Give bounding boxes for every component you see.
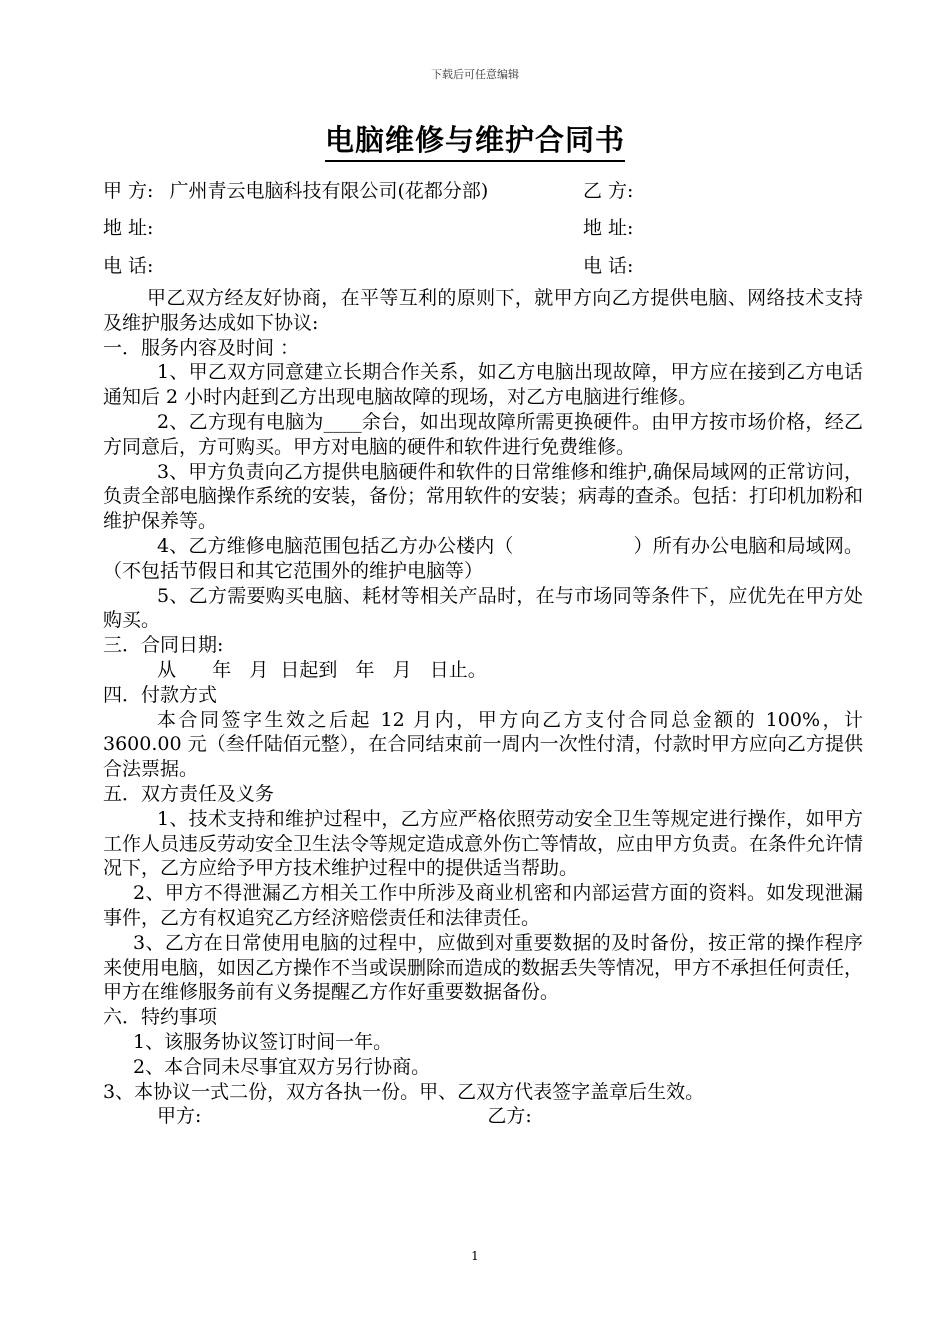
section-1-item-1: 1、甲乙双方同意建立长期合作关系，如乙方电脑出现故障，甲方应在接到乙方电话通知后 2 小时内赶到乙方出现电脑故障的现场，对乙方电脑进行维修。 <box>103 361 863 409</box>
section-1-item-5: 5、乙方需要购买电脑、耗材等相关产品时，在与市场同等条件下，应优先在甲方处购买。 <box>103 584 863 632</box>
section-3-heading: 三．合同日期: <box>103 634 224 657</box>
section-5-item-3: 3、乙方在日常使用电脑的过程中，应做到对重要数据的及时备份，按正常的操作程序来使用电脑，如因乙方操作不当或误删除而造成的数据丢失等情况，甲方不承担任何责任，甲方在维修服务前有义务提醒乙方作好重要数据备份。 <box>103 931 864 1004</box>
party-b-phone-label: 电 话: <box>583 255 634 277</box>
title-text: 电脑维修与维护合同书 <box>325 123 625 162</box>
signature-party-a: 甲方: <box>157 1105 202 1128</box>
party-b-address-label: 地 址: <box>583 217 634 239</box>
section-5-item-1: 1、技术支持和维护过程中，乙方应严格依照劳动安全卫生等规定进行操作，如甲方工作人员违反劳动安全卫生法令等规定造成意外伤亡等情故，应由甲方负责。在条件允许情况下，乙方应给予甲方技术维护过程中的提供适当帮助。 <box>103 807 864 880</box>
section-4-heading: 四．付款方式 <box>103 683 218 706</box>
page-number: 1 <box>471 1249 479 1263</box>
document-title <box>0 118 950 159</box>
section-6-heading: 六．特约事项 <box>103 1006 218 1029</box>
party-a-row <box>103 176 488 203</box>
party-b-label: 乙 方: <box>583 180 634 202</box>
section-1-item-4 <box>103 534 863 584</box>
header-note: 下载后可任意编辑 <box>431 68 519 81</box>
section-6-item-3: 3、本协议一式二份，双方各执一份。甲、乙双方代表签字盖章后生效。 <box>103 1080 705 1103</box>
party-a-address-label: 地 址: <box>103 217 154 239</box>
signature-party-b: 乙方: <box>487 1105 532 1128</box>
contract-body <box>103 286 863 1129</box>
section-4-text: 本合同签字生效之后起 12 月内，甲方向乙方支付合同总金额的 100%，计 3600.00 元（叁仟陆佰元整），在合同结束前一周内一次性付清，付款时甲方应向乙方提供合法票据。 <box>103 708 863 781</box>
section-5-item-2: 2、甲方不得泄漏乙方相关工作中所涉及商业机密和内部运营方面的资料。如发现泄漏事件，乙方有权追究乙方经济赔偿责任和法律责任。 <box>103 882 863 929</box>
section-6-item-1: 1、该服务协议签订时间一年。 <box>133 1030 393 1053</box>
party-a-label: 甲 方: <box>103 180 154 202</box>
item-4-before: 4、乙方维修电脑范围包括乙方办公楼内（ <box>157 534 514 557</box>
signature-line <box>103 1104 863 1129</box>
intro-paragraph: 甲乙双方经友好协商，在平等互利的原则下，就甲方向乙方提供电脑、网络技术支持及维护服务达成如下协议: <box>103 287 863 334</box>
section-5-heading: 五．双方责任及义务 <box>103 782 275 805</box>
contract-date-line: 从 年 月 日起到 年 月 日止。 <box>157 658 487 681</box>
section-1-item-3: 3、甲方负责向乙方提供电脑硬件和软件的日常维修和维护,确保局域网的正常访问，负责全部电脑操作系统的安装，备份；常用软件的安装；病毒的查杀。包括：打印机加粉和维护保养等。 <box>103 460 864 533</box>
section-1-item-2: 2、乙方现有电脑为____余台，如出现故障所需更换硬件。由甲方按市场价格，经乙方同意后，方可购买。甲方对电脑的硬件和软件进行免费维修。 <box>103 410 863 458</box>
section-6-item-2: 2、本合同未尽事宜双方另行协商。 <box>133 1055 431 1078</box>
item-4-after: ）所有办公电脑和局域网。（不包括节假日和其它范围外的维护电脑等） <box>103 534 863 582</box>
party-a-phone-label: 电 话: <box>103 255 154 277</box>
party-a-name: 广州青云电脑科技有限公司(花都分部) <box>169 180 489 202</box>
section-1-heading: 一．服务内容及时间 ： <box>103 336 300 359</box>
